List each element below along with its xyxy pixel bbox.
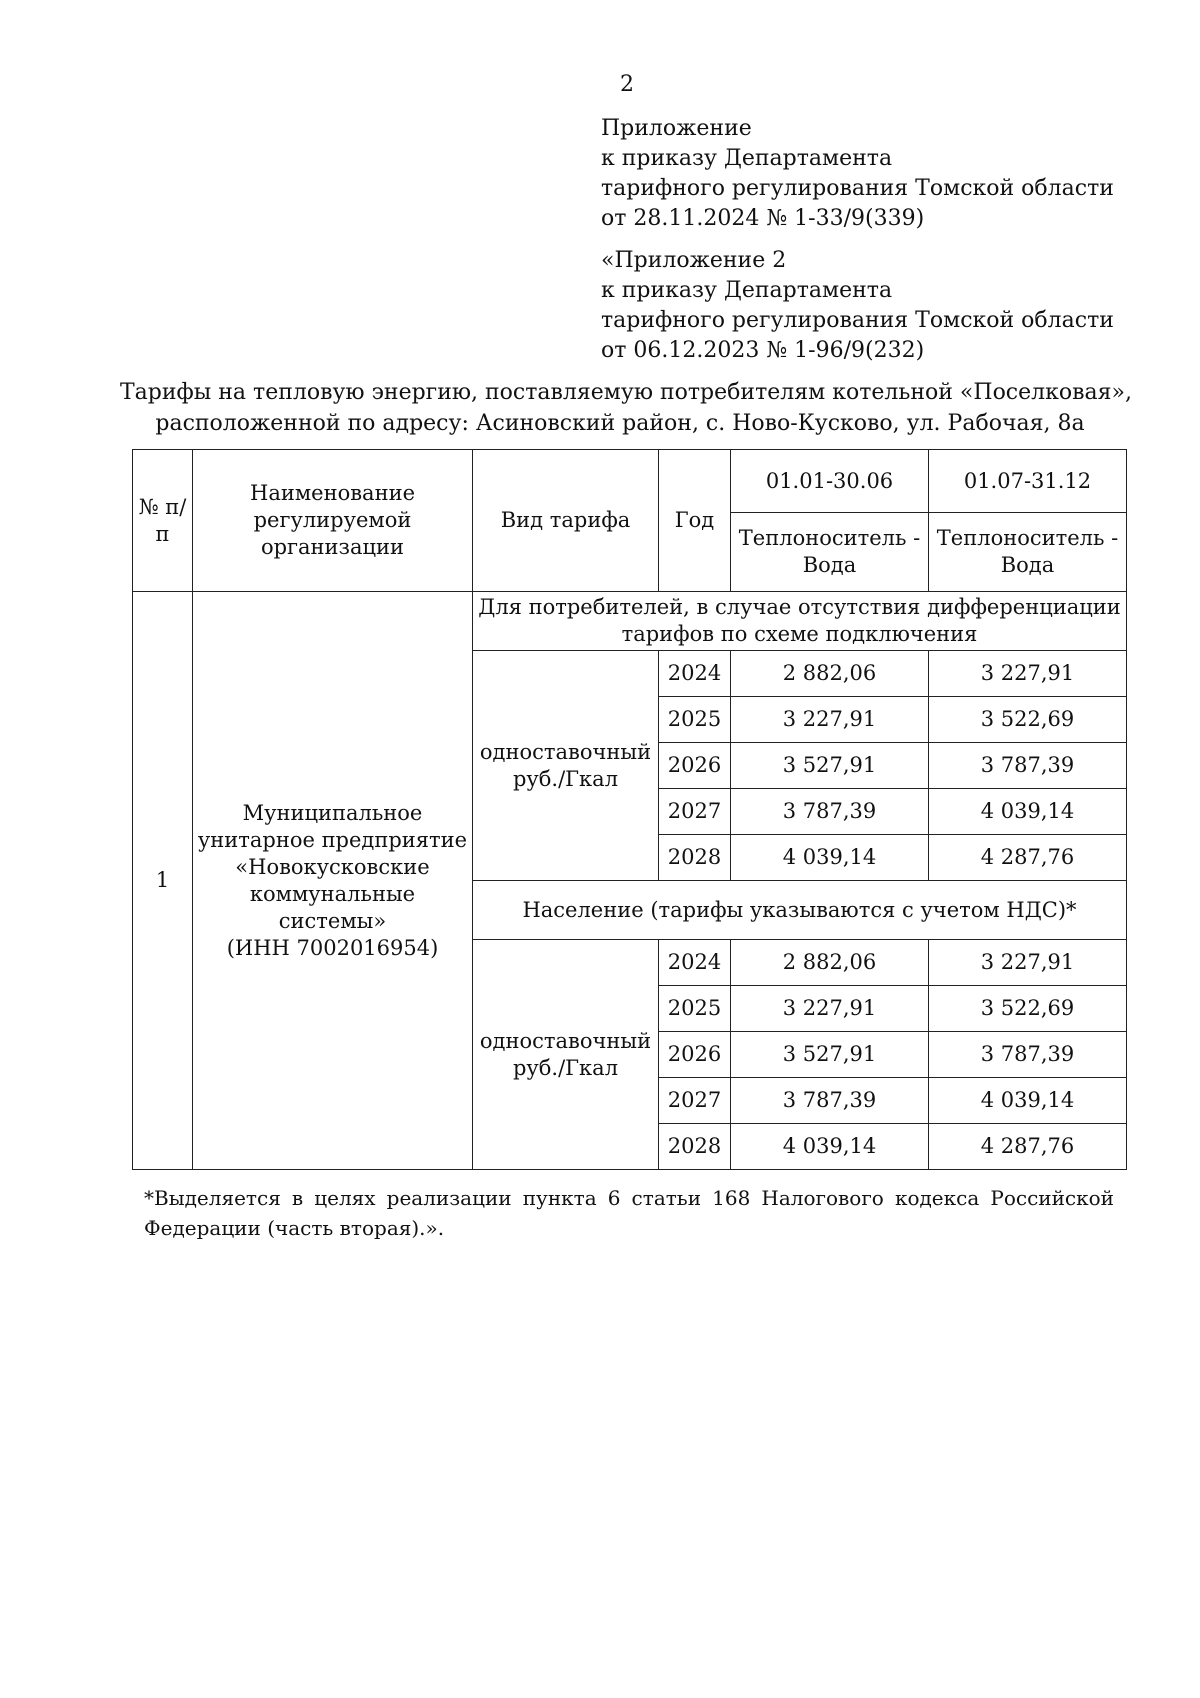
organization-line: (ИНН 7002016954) [226, 935, 439, 960]
approval-line: тарифного регулирования Томской области [601, 308, 1114, 333]
organization-line: Муниципальное [242, 800, 423, 825]
organization-line: системы» [278, 908, 387, 933]
value-period-1: 3 527,91 [731, 743, 929, 789]
document-title [120, 377, 1132, 439]
organization-name [193, 592, 473, 1170]
approval-block-appendix-2 [601, 246, 1114, 366]
page-number: 2 [620, 72, 634, 97]
title-line-2: расположенной по адресу: Асиновский район, с. Ново-Кусково, ул. Рабочая, 8а [155, 411, 1085, 436]
title-line-1: Тарифы на тепловую энергию, поставляемую потребителям котельной «Поселковая», [120, 380, 1132, 405]
approval-line: к приказу Департамента [601, 278, 893, 303]
value-period-2: 4 287,76 [929, 835, 1127, 881]
group-title: Для потребителей, в случае отсутствия дифференциации тарифов по схеме подключения [473, 592, 1127, 651]
year-cell: 2024 [659, 651, 731, 697]
header-tariff-type: Вид тарифа [473, 450, 659, 592]
row-number: 1 [133, 592, 193, 1170]
value-period-2: 4 287,76 [929, 1124, 1127, 1170]
approval-line: Приложение [601, 116, 752, 141]
value-period-2: 4 039,14 [929, 789, 1127, 835]
header-carrier-1: Теплоноситель - Вода [731, 513, 929, 592]
value-period-2: 3 787,39 [929, 1032, 1127, 1078]
tariff-table [132, 449, 1127, 1170]
value-period-2: 3 227,91 [929, 651, 1127, 697]
year-cell: 2027 [659, 789, 731, 835]
value-period-1: 4 039,14 [731, 1124, 929, 1170]
value-period-2: 3 227,91 [929, 940, 1127, 986]
organization-line: «Новокусковские [235, 854, 430, 879]
year-cell: 2028 [659, 1124, 731, 1170]
table-header-row [133, 450, 1127, 513]
year-cell: 2028 [659, 835, 731, 881]
tariff-type-cell: одноставочный руб./Гкал [473, 940, 659, 1170]
header-period-2: 01.07-31.12 [929, 450, 1127, 513]
approval-line: тарифного регулирования Томской области [601, 176, 1114, 201]
value-period-1: 3 227,91 [731, 986, 929, 1032]
tariff-type-cell: одноставочный руб./Гкал [473, 651, 659, 881]
header-carrier-2: Теплоноситель - Вода [929, 513, 1127, 592]
year-cell: 2025 [659, 986, 731, 1032]
header-year: Год [659, 450, 731, 592]
value-period-2: 3 522,69 [929, 697, 1127, 743]
value-period-1: 3 787,39 [731, 1078, 929, 1124]
organization-line: унитарное предприятие [197, 827, 468, 852]
value-period-1: 3 527,91 [731, 1032, 929, 1078]
group-title-row [133, 592, 1127, 651]
header-num: № п/п [133, 450, 193, 592]
value-period-1: 2 882,06 [731, 940, 929, 986]
footnote: *Выделяется в целях реализации пункта 6 статьи 168 Налогового кодекса Российской Федерации (часть вторая).». [144, 1186, 1114, 1240]
value-period-2: 3 787,39 [929, 743, 1127, 789]
organization-line: коммунальные [249, 881, 416, 906]
year-cell: 2026 [659, 743, 731, 789]
year-cell: 2027 [659, 1078, 731, 1124]
approval-line: «Приложение 2 [601, 248, 787, 273]
value-period-2: 4 039,14 [929, 1078, 1127, 1124]
year-cell: 2024 [659, 940, 731, 986]
approval-line: от 06.12.2023 № 1-96/9(232) [601, 338, 925, 363]
year-cell: 2026 [659, 1032, 731, 1078]
value-period-1: 2 882,06 [731, 651, 929, 697]
value-period-1: 3 787,39 [731, 789, 929, 835]
approval-line: от 28.11.2024 № 1-33/9(339) [601, 206, 925, 231]
value-period-2: 3 522,69 [929, 986, 1127, 1032]
value-period-1: 4 039,14 [731, 835, 929, 881]
header-period-1: 01.01-30.06 [731, 450, 929, 513]
year-cell: 2025 [659, 697, 731, 743]
group-title: Население (тарифы указываются с учетом НДС)* [473, 881, 1127, 940]
approval-line: к приказу Департамента [601, 146, 893, 171]
value-period-1: 3 227,91 [731, 697, 929, 743]
header-organization: Наименование регулируемой организации [193, 450, 473, 592]
approval-block-appendix [601, 114, 1114, 234]
